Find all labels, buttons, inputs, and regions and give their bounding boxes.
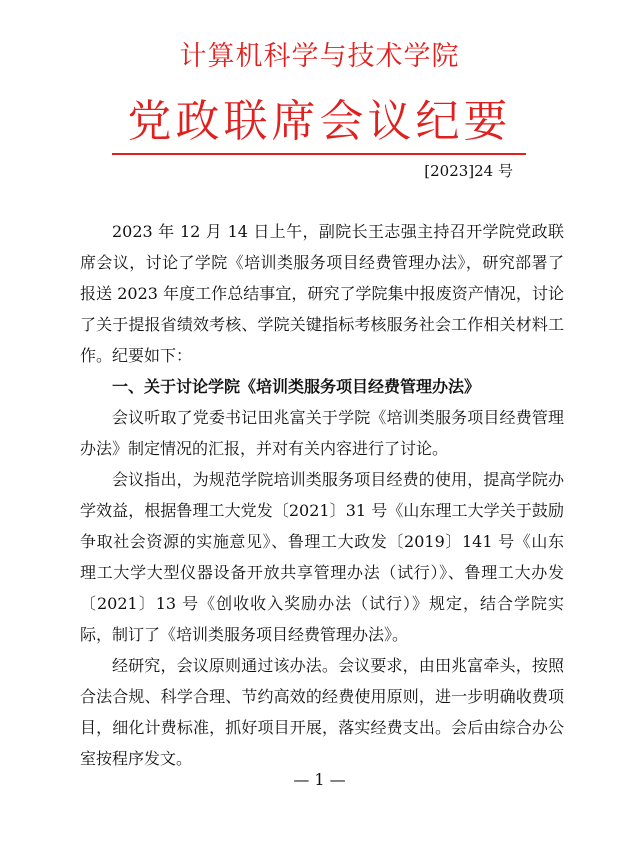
body-paragraph: 会议听取了党委书记田兆富关于学院《培训类服务项目经费管理办法》制定情况的汇报，并对有关内容进行了讨论。 bbox=[80, 408, 564, 458]
red-divider-line bbox=[112, 153, 526, 155]
section-heading-1: 一、关于讨论学院《培训类服务项目经费管理办法》 bbox=[112, 377, 481, 396]
document-body bbox=[80, 216, 564, 774]
intro-paragraph: 2023 年 12 月 14 日上午，副院长王志强主持召开学院党政联席会议，讨论了学院《培训类服务项目经费管理办法》，研究部署了报送 2023 年度工作总结事宜，研究了学院集中报废资产情况，讨论了关于提报省绩效考核、学院关键指标考核服务社会工作相关材料工作。纪要如下： bbox=[80, 222, 564, 365]
document-title: 党政联席会议纪要 bbox=[127, 96, 512, 147]
body-paragraph: 会议指出，为规范学院培训类服务项目经费的使用，提高学院办学效益，根据鲁理工大党发〔2021〕31 号《山东理工大学关于鼓励争取社会资源的实施意见》、鲁理工大政发〔2019〕141 号《山东理工大学大型仪器设备开放共享管理办法（试行）》、鲁理工大办发〔2021〕13 号《创收收入奖励办法（试行）》规定，结合学院实际，制订了《培训类服务项目经费管理办法》。 bbox=[80, 470, 564, 644]
document-number: [2023]24 号 bbox=[424, 162, 513, 180]
body-paragraph: 经研究，会议原则通过该办法。会议要求，由田兆富牵头，按照合法合规、科学合理、节约高效的经费使用原则，进一步明确收费项目，细化计费标准，抓好项目开展，落实经费支出。会后由综合办公室按程序发文。 bbox=[80, 656, 564, 768]
institution-name: 计算机科学与技术学院 bbox=[179, 41, 460, 72]
page-number: — 1 — bbox=[293, 770, 346, 789]
